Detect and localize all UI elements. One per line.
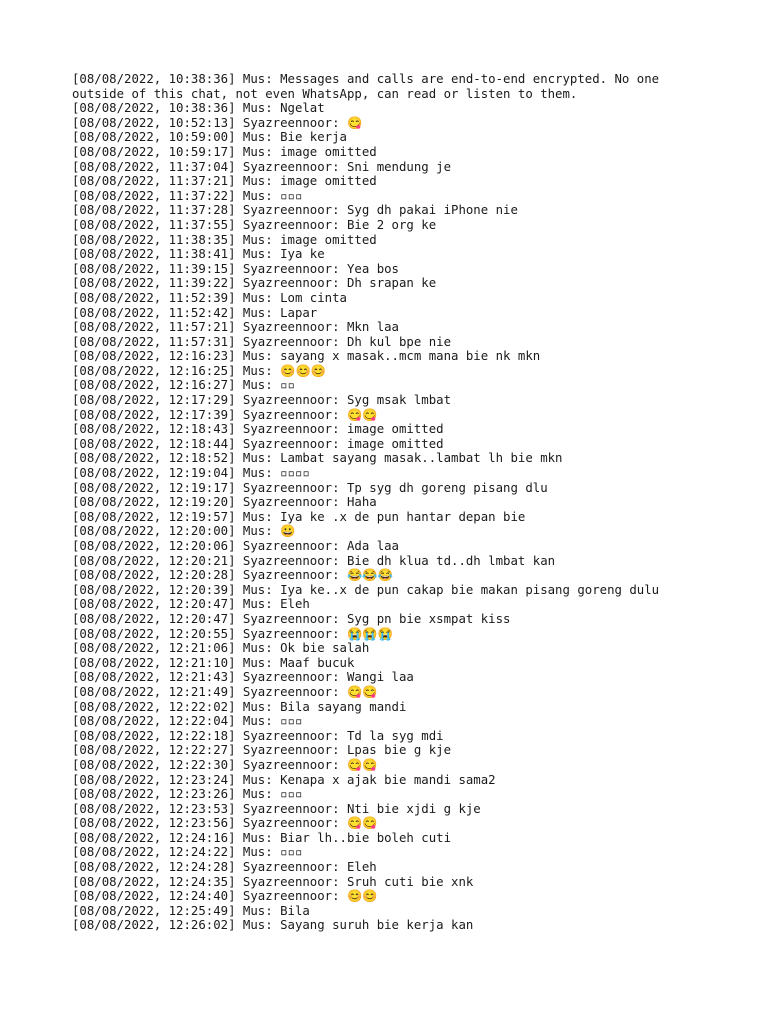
chat-line: [08/08/2022, 12:21:10] Mus: Maaf bucuk xyxy=(72,655,355,670)
chat-line: [08/08/2022, 11:37:04] Syazreennoor: Sni mendung je xyxy=(72,159,452,174)
chat-line: [08/08/2022, 12:24:28] Syazreennoor: Eleh xyxy=(72,860,377,875)
chat-line: [08/08/2022, 12:20:28] Syazreennoor: 😂😂😂 xyxy=(72,568,394,583)
chat-line: [08/08/2022, 12:23:24] Mus: Kenapa x ajak bie mandi sama2 xyxy=(72,772,496,787)
chat-line: [08/08/2022, 12:16:23] Mus: sayang x masak..mcm mana bie nk mkn xyxy=(72,349,541,364)
chat-line: [08/08/2022, 12:19:57] Mus: Iya ke .x de pun hantar depan bie xyxy=(72,509,526,524)
chat-line: [08/08/2022, 11:37:55] Syazreennoor: Bie 2 org ke xyxy=(72,217,437,232)
chat-line: [08/08/2022, 12:23:53] Syazreennoor: Nti bie xjdi g kje xyxy=(72,801,481,816)
chat-line: [08/08/2022, 12:16:27] Mus: ▫▫ xyxy=(72,378,295,393)
chat-line: [08/08/2022, 11:57:21] Syazreennoor: Mkn laa xyxy=(72,320,399,335)
chat-line: [08/08/2022, 12:21:49] Syazreennoor: 😋😋 xyxy=(72,684,378,699)
chat-line: [08/08/2022, 11:39:22] Syazreennoor: Dh srapan ke xyxy=(72,276,437,291)
chat-line: [08/08/2022, 12:19:17] Syazreennoor: Tp syg dh goreng pisang dlu xyxy=(72,480,548,495)
chat-line: [08/08/2022, 12:18:52] Mus: Lambat sayang masak..lambat lh bie mkn xyxy=(72,451,563,466)
chat-line: [08/08/2022, 10:59:00] Mus: Bie kerja xyxy=(72,130,347,145)
chat-line: [08/08/2022, 12:24:40] Syazreennoor: 😊😊 xyxy=(72,889,378,904)
chat-line: [08/08/2022, 12:22:18] Syazreennoor: Td la syg mdi xyxy=(72,728,444,743)
chat-line: [08/08/2022, 12:20:21] Syazreennoor: Bie dh klua td..dh lmbat kan xyxy=(72,553,556,568)
chat-line: outside of this chat, not even WhatsApp, can read or listen to them. xyxy=(72,86,578,101)
chat-line: [08/08/2022, 12:20:06] Syazreennoor: Ada laa xyxy=(72,539,399,553)
chat-line: [08/08/2022, 12:22:30] Syazreennoor: 😋😋 xyxy=(72,757,378,772)
chat-line: [08/08/2022, 12:16:25] Mus: 😊😊😊 xyxy=(72,363,327,378)
chat-line: [08/08/2022, 12:19:04] Mus: ▫▫▫▫ xyxy=(72,466,310,481)
chat-line: [08/08/2022, 11:38:41] Mus: Iya ke xyxy=(72,247,325,262)
chat-line: [08/08/2022, 12:18:43] Syazreennoor: image omitted xyxy=(72,422,444,437)
chat-line: [08/08/2022, 12:19:20] Syazreennoor: Haha xyxy=(72,495,377,510)
chat-line: [08/08/2022, 12:17:29] Syazreennoor: Syg msak lmbat xyxy=(72,393,452,408)
chat-line: [08/08/2022, 11:38:35] Mus: image omitted xyxy=(72,232,377,247)
chat-line: [08/08/2022, 12:24:35] Syazreennoor: Sruh cuti bie xnk xyxy=(72,874,474,889)
chat-line: [08/08/2022, 12:22:27] Syazreennoor: Lpas bie g kje xyxy=(72,743,452,758)
chat-line: [08/08/2022, 12:20:00] Mus: 😀 xyxy=(72,524,296,539)
chat-line: [08/08/2022, 12:22:04] Mus: ▫▫▫ xyxy=(72,714,303,729)
chat-line: [08/08/2022, 11:52:42] Mus: Lapar xyxy=(72,305,318,320)
chat-line: [08/08/2022, 12:24:16] Mus: Biar lh..bie boleh cuti xyxy=(72,830,452,845)
chat-line: [08/08/2022, 12:21:06] Mus: Ok bie salah xyxy=(72,641,370,656)
chat-line: [08/08/2022, 12:24:22] Mus: ▫▫▫ xyxy=(72,845,303,860)
chat-line: [08/08/2022, 11:37:21] Mus: image omitted xyxy=(72,174,377,189)
chat-line: [08/08/2022, 12:25:49] Mus: Bila xyxy=(72,903,310,918)
chat-line: [08/08/2022, 12:20:47] Syazreennoor: Syg pn bie xsmpat kiss xyxy=(72,611,511,626)
chat-line: [08/08/2022, 12:20:47] Mus: Eleh xyxy=(72,597,310,612)
chat-transcript xyxy=(72,72,712,933)
chat-line: [08/08/2022, 10:59:17] Mus: image omitted xyxy=(72,144,377,159)
chat-line: [08/08/2022, 12:17:39] Syazreennoor: 😋😋 xyxy=(72,407,378,422)
chat-line: [08/08/2022, 12:18:44] Syazreennoor: image omitted xyxy=(72,436,444,451)
chat-line: [08/08/2022, 12:20:55] Syazreennoor: 😭😭😭 xyxy=(72,626,394,641)
chat-line: [08/08/2022, 10:52:13] Syazreennoor: 😋 xyxy=(72,115,363,130)
chat-line: [08/08/2022, 11:57:31] Syazreennoor: Dh kul bpe nie xyxy=(72,334,452,349)
chat-line: [08/08/2022, 12:26:02] Mus: Sayang suruh bie kerja kan xyxy=(72,918,474,933)
chat-line: [08/08/2022, 10:38:36] Mus: Messages and calls are end-to-end encrypted. No one xyxy=(72,72,660,86)
chat-line: [08/08/2022, 11:52:39] Mus: Lom cinta xyxy=(72,290,347,305)
chat-line: [08/08/2022, 10:38:36] Mus: Ngelat xyxy=(72,101,325,116)
chat-line: [08/08/2022, 12:23:26] Mus: ▫▫▫ xyxy=(72,787,303,802)
chat-line: [08/08/2022, 12:21:43] Syazreennoor: Wangi laa xyxy=(72,670,414,685)
chat-line: [08/08/2022, 11:37:28] Syazreennoor: Syg dh pakai iPhone nie xyxy=(72,203,518,218)
chat-line: [08/08/2022, 12:23:56] Syazreennoor: 😋😋 xyxy=(72,816,378,831)
chat-line: [08/08/2022, 12:22:02] Mus: Bila sayang mandi xyxy=(72,699,407,714)
chat-line: [08/08/2022, 11:39:15] Syazreennoor: Yea bos xyxy=(72,261,399,276)
chat-line: [08/08/2022, 11:37:22] Mus: ▫▫▫ xyxy=(72,188,303,203)
chat-line: [08/08/2022, 12:20:39] Mus: Iya ke..x de pun cakap bie makan pisang goreng dulu xyxy=(72,582,660,597)
